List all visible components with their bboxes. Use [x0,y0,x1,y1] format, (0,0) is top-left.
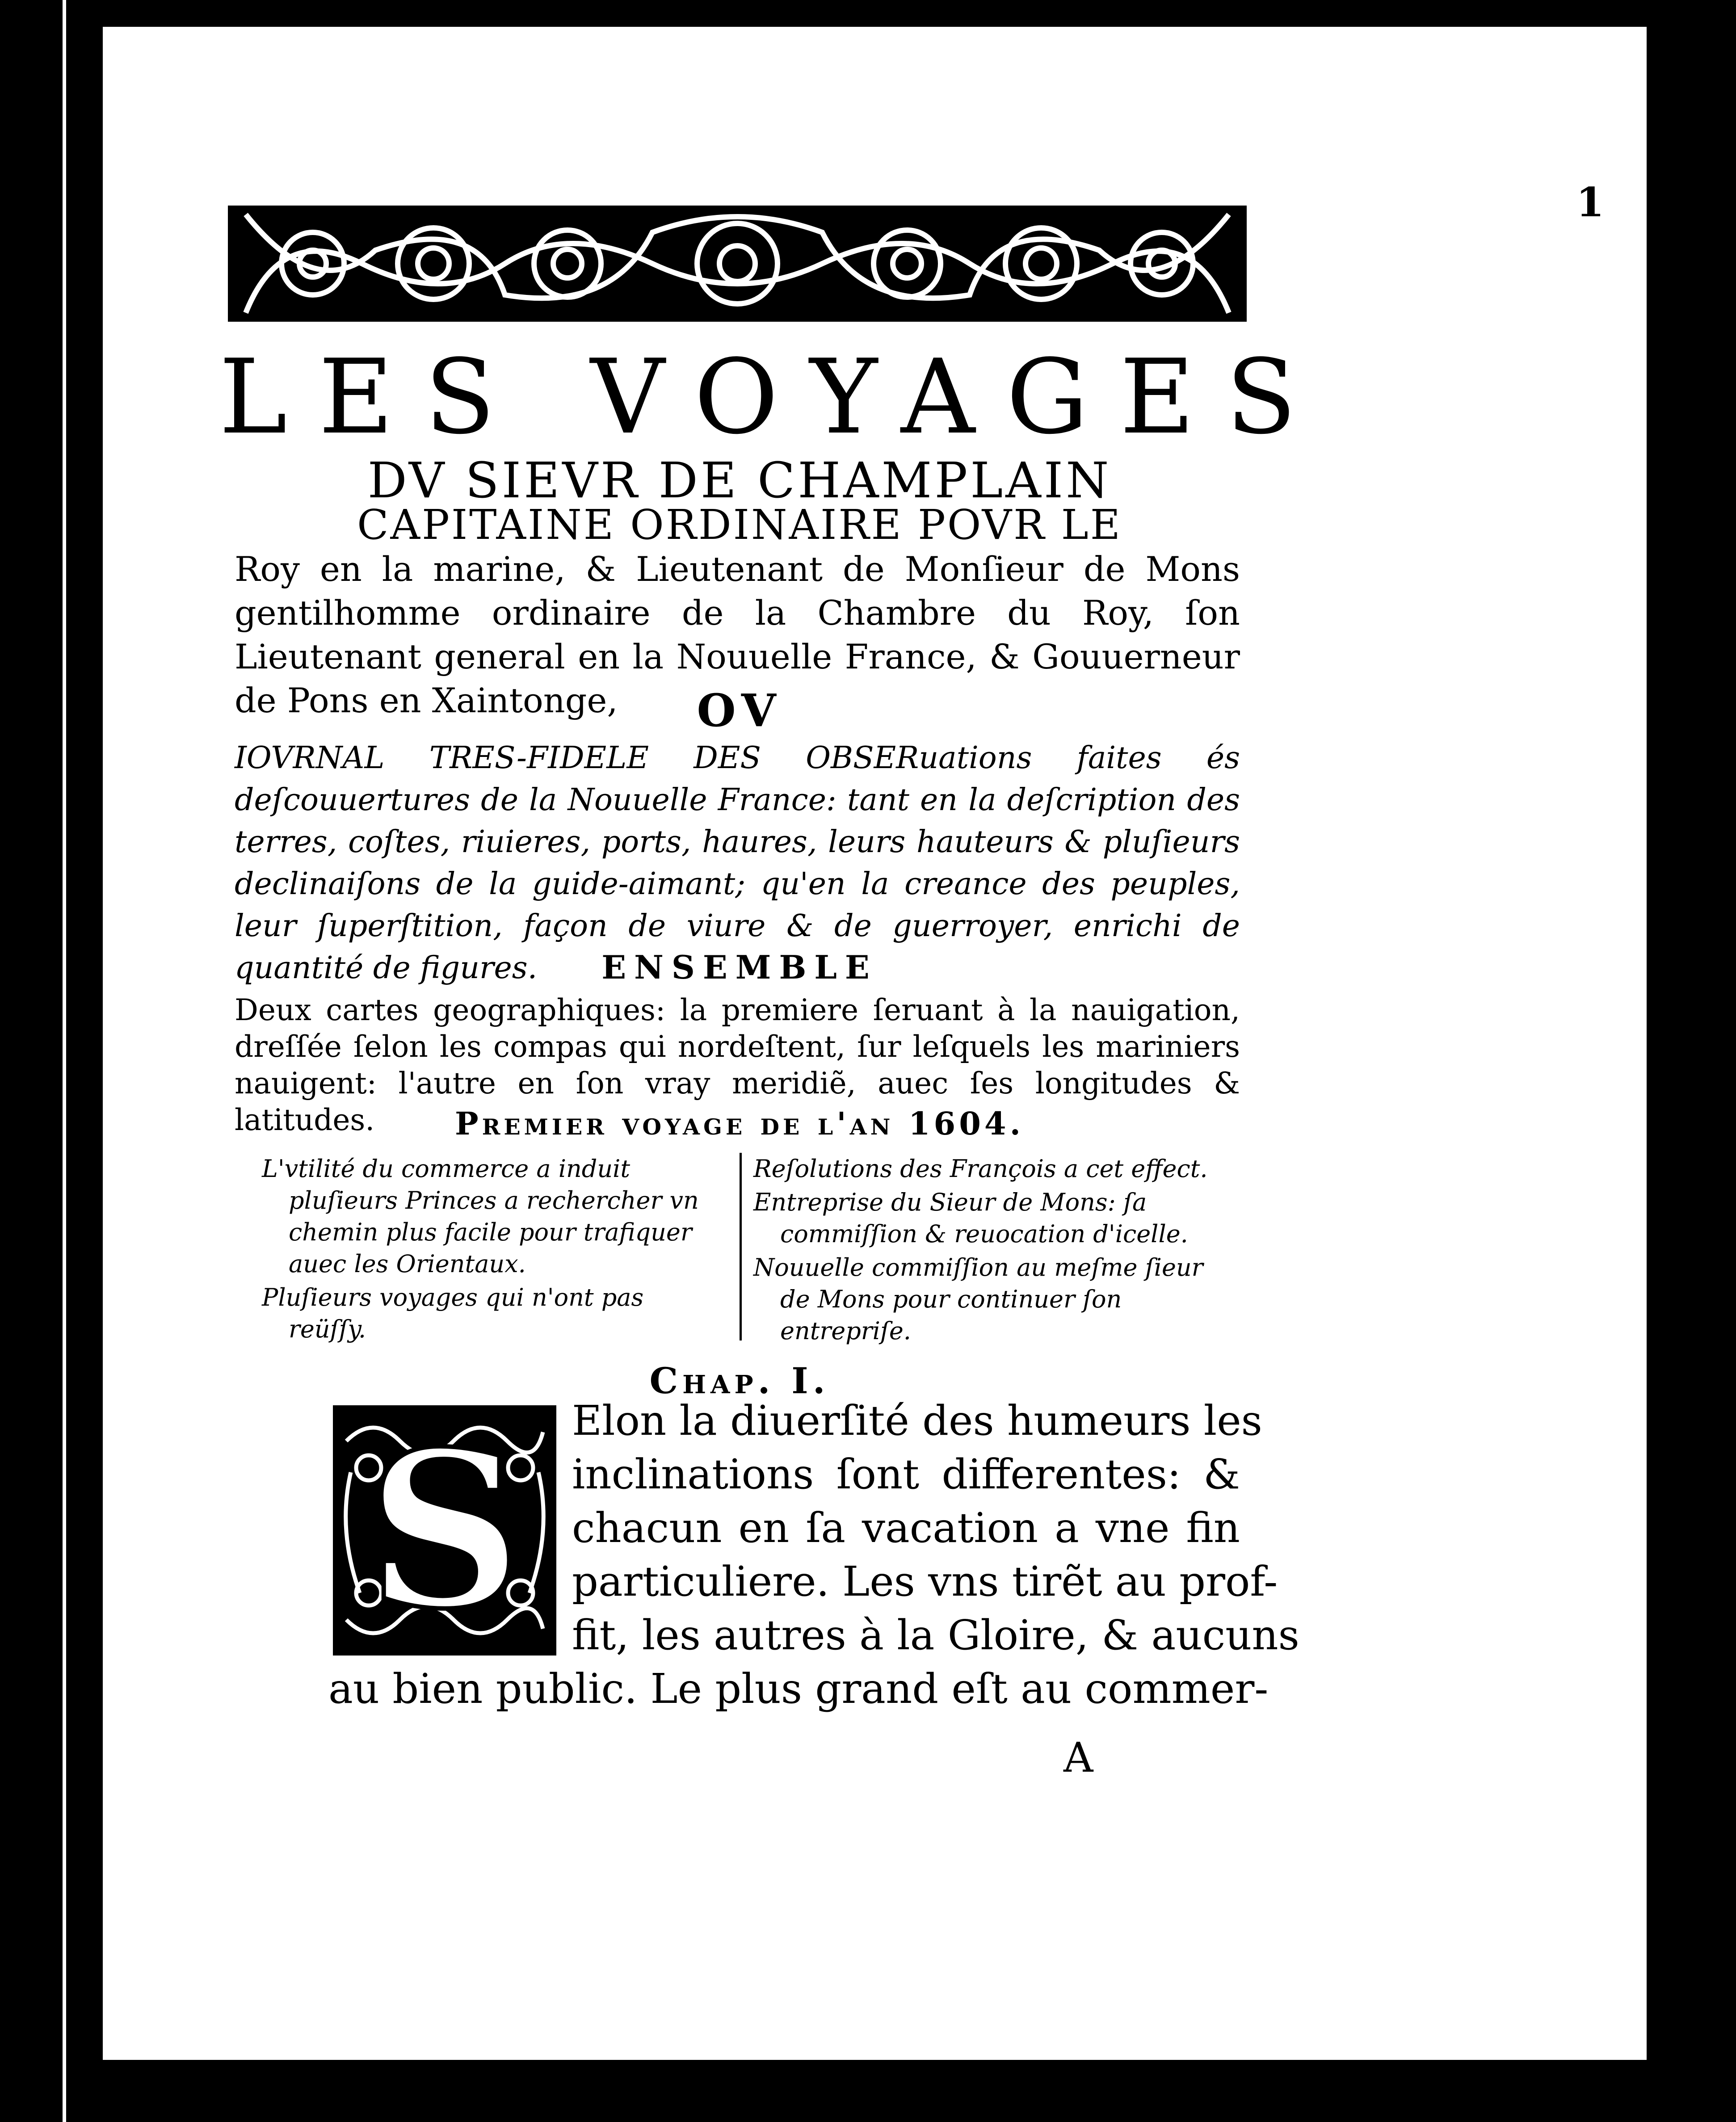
ensemble-heading: ENSEMBLE [601,948,878,986]
alternate-title-connector: OV [697,684,782,737]
title-rank-line: CAPITAINE ORDINAIRE POVR LE [357,501,1122,549]
decorated-drop-cap [333,1405,556,1656]
maps-description: Deux cartes geographiques: la premiere ſeruant à la nauigation, dreſſée ſelon les compas qui nordeſtent, ſur leſquels les mariniers nauigent: l'autre en ſon vray meridiẽ, auec ſes longitudes & latitudes. [235,993,1240,1137]
summary-item: Entreprise du Sieur de Mons: ſa commiſſion & reuocation d'icelle. [753,1188,1188,1248]
body-line: chacun en ſa vacation a vne fin [572,1504,1240,1552]
summary-item: Reſolutions des François a cet effect. [753,1155,1208,1183]
body-line: au bien public. Le plus grand eſt au commer- [328,1665,1269,1713]
chapter-body-text [572,1394,1299,1662]
drop-cap-letter: S [367,1404,522,1656]
body-line: fit, les autres à la Gloire, & aucuns [572,1611,1299,1659]
body-line: Elon la diuerſité des humeurs les [572,1397,1262,1445]
body-line: inclinations ſont differentes: & [572,1450,1240,1498]
scan-edge-line [63,0,66,2122]
page-number: 1 [1576,179,1604,226]
summary-left-column [250,1153,742,1343]
title-main: LES VOYAGES [219,338,1328,457]
scan-left-edge [0,0,85,2122]
title-author-line: DV SIEVR DE CHAMPLAIN [367,452,1112,509]
decorative-headpiece-ornament [228,197,1247,331]
signature-mark: A [1063,1734,1093,1782]
summary-item: Pluſieurs voyages qui n'ont pas reüſſy. [262,1283,644,1343]
summary-item: L'vtilité du commerce a induit pluſieurs Princes a rechercher vn chemin plus facile pour trafiquer auec les Orientaux. [262,1155,699,1278]
journal-subtitle: IOVRNAL TRES-FIDELE DES OBSERuations faites és deſcouuertures de la Nouuelle France: tant en la deſcription des terres, coſtes, riuieres, ports, haures, leurs hauteurs & pluſieurs declinaiſons de la guide-aimant; qu'en la creance des peuples, leur ſuperſtition, façon de viure & de guerroyer, enrichi de quantité de figures. [235,740,1240,986]
chapter-heading: Chap. I. [649,1360,830,1402]
title-description: Roy en la marine, & Lieutenant de Monſieur de Mons gentilhomme ordinaire de la Chambre du Roy, ſon Lieutenant general en la Nouuelle France, & Gouuerneur de Pons en Xaintonge, [235,549,1240,720]
first-voyage-heading: Premier voyage de l'an 1604. [454,1105,1025,1142]
summary-right-column [742,1153,1233,1345]
body-line: particuliere. Les vns tirẽt au prof- [572,1558,1278,1605]
chapter-summary [250,1153,1233,1345]
summary-item: Nouuelle commiſſion au meſme ſieur de Mons pour continuer ſon entrepriſe. [753,1253,1203,1345]
